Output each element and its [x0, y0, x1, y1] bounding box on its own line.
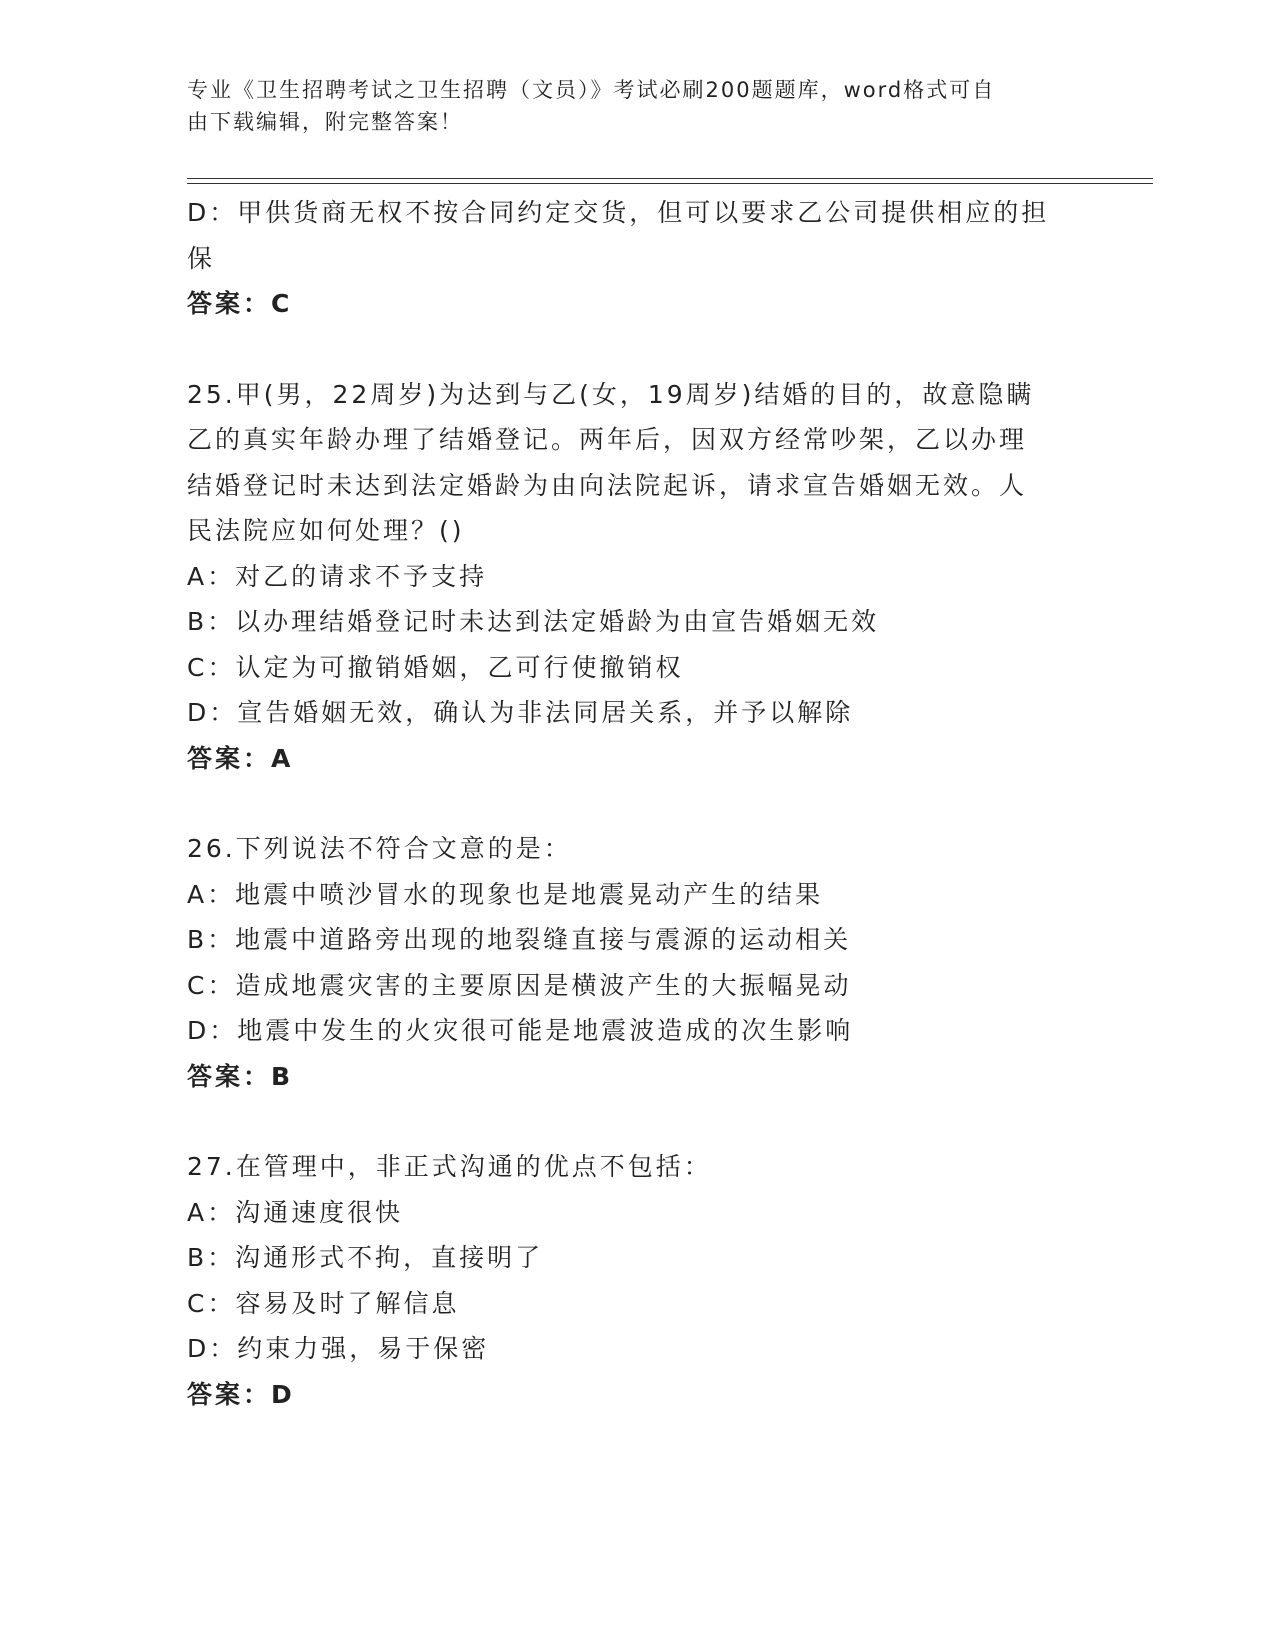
question-25 [187, 372, 1087, 782]
answer [187, 1372, 1087, 1418]
answer [187, 736, 1087, 782]
option-d: D：约束力强，易于保密 [187, 1334, 490, 1363]
answer-label: 答案： [187, 289, 272, 318]
stem-line: 26.下列说法不符合文意的是： [187, 834, 572, 863]
stem-line: 27.在管理中，非正式沟通的优点不包括： [187, 1152, 712, 1181]
header-line-1: 专业《卫生招聘考试之卫生招聘（文员）》考试必刷200题题库，word格式可自 [187, 78, 996, 102]
question-24-tail [187, 190, 1087, 327]
option-d-continued: 保 [187, 243, 216, 273]
question-27 [187, 1144, 1087, 1417]
question-26 [187, 826, 1087, 1099]
question-stem [187, 1144, 1087, 1190]
answer [187, 1054, 1087, 1100]
option-c: C：认定为可撤销婚姻，乙可行使撤销权 [187, 652, 684, 682]
answer-value: A [271, 743, 292, 773]
answer-value: B [271, 1061, 292, 1091]
question-list [187, 190, 1087, 1417]
answer-label: 答案： [187, 1379, 272, 1409]
option-a: A：沟通速度很快 [187, 1197, 404, 1227]
header-divider [187, 178, 1153, 179]
option-c: C：容易及时了解信息 [187, 1288, 460, 1318]
option-b: B：沟通形式不拘，直接明了 [187, 1243, 544, 1272]
answer-label: 答案： [187, 1061, 272, 1091]
option-c: C：造成地震灾害的主要原因是横波产生的大振幅晃动 [187, 970, 852, 1000]
answer [187, 281, 1087, 327]
header-line-2: 由下载编辑，附完整答案！ [187, 110, 463, 134]
question-stem [187, 826, 1087, 872]
question-stem [187, 372, 1087, 554]
stem-line: 乙的真实年龄办理了结婚登记。两年后，因双方经常吵架，乙以办理 [187, 425, 1028, 454]
option-a: A：对乙的请求不予支持 [187, 561, 488, 591]
option-d: D：地震中发生的火灾很可能是地震波造成的次生影响 [187, 1016, 854, 1045]
option-b: B：地震中道路旁出现的地裂缝直接与震源的运动相关 [187, 925, 852, 954]
page-header [187, 74, 1087, 138]
stem-line: 25.甲(男，22周岁)为达到与乙(女，19周岁)结婚的目的，故意隐瞒 [187, 379, 1035, 409]
option-d: D：宣告婚姻无效，确认为非法同居关系，并予以解除 [187, 698, 854, 727]
stem-line: 结婚登记时未达到法定婚龄为由向法院起诉，请求宣告婚姻无效。人 [187, 470, 1028, 500]
answer-label: 答案： [187, 743, 272, 773]
stem-line: 民法院应如何处理？() [187, 516, 465, 545]
option-b: B：以办理结婚登记时未达到法定婚龄为由宣告婚姻无效 [187, 607, 880, 636]
header-divider [187, 183, 1153, 184]
option-d: D：甲供货商无权不按合同约定交货，但可以要求乙公司提供相应的担 [187, 198, 1050, 227]
answer-value: D [271, 1379, 293, 1409]
answer-value: C [271, 289, 291, 318]
option-a: A：地震中喷沙冒水的现象也是地震晃动产生的结果 [187, 879, 824, 909]
